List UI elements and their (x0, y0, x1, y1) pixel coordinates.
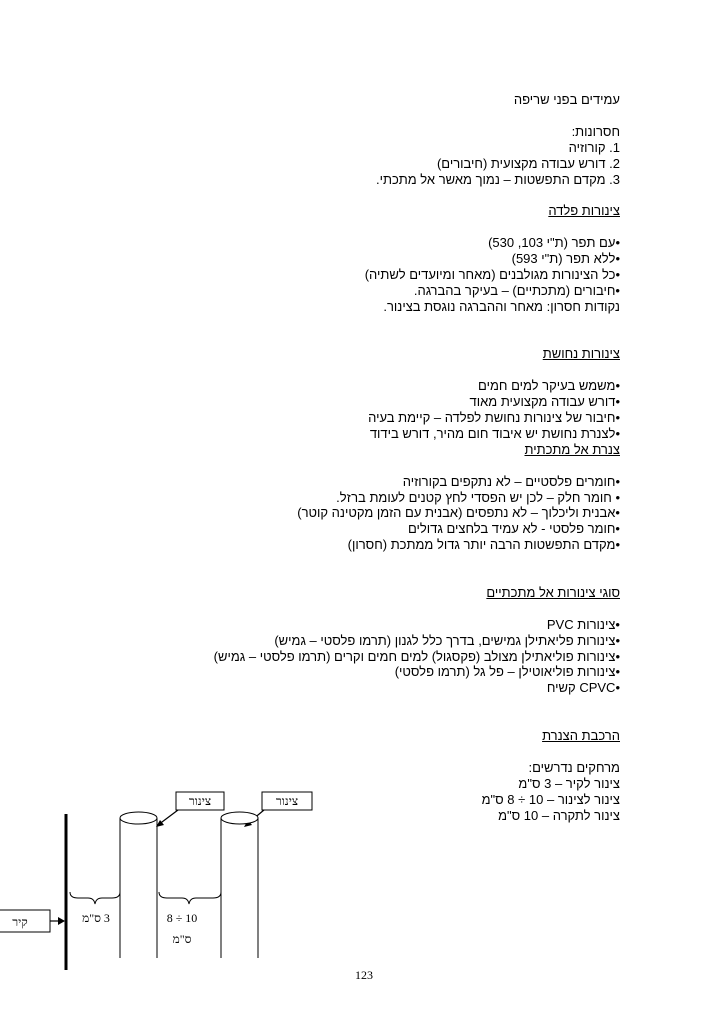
text-line: צינור לקיר – 3 ס"מ (518, 775, 620, 791)
gap-wall-label: 3 ס"מ (82, 911, 110, 925)
text-line: מרחקים נדרשים: (528, 759, 620, 775)
text-line: חסרונות: (571, 123, 620, 139)
text-line: עמידים בפני שריפה (513, 92, 620, 107)
section-heading: צנרת אל מתכתית (524, 441, 620, 457)
text-line: •חומר פלסטי - לא עמיד בלחצים גדולים (407, 521, 620, 537)
text-line: •כל הצינורות מגולבנים (מאחר ומיועדים לשתיה) (364, 266, 620, 282)
text-line: •משמש בעיקר למים חמים (478, 378, 620, 394)
pipe-spacing-diagram (0, 780, 728, 970)
text-line: 3. מקדם התפשטות – נמוך מאשר אל מתכתי. (375, 171, 620, 187)
text-line: •צינורות פליאתילן גמישים, בדרך כלל לגנון (תרמו פלסטי – גמיש) (274, 632, 620, 648)
section-heading: צינורות נחושת (542, 346, 620, 362)
section-heading: הרכבת הצנרת (542, 728, 620, 743)
wall-pointer-arrowhead (58, 917, 65, 925)
text-line: •עם תפר (ת"י 103, 530) (488, 235, 620, 251)
text-line: •חומרים פלסטיים – לא נתקפים בקורוזיה (402, 473, 620, 489)
text-line: נקודות חסרון: מאחר וההברגה נוגסת בצינור. (383, 298, 620, 314)
gap-pipes-label: 8 ÷ 10 (166, 911, 198, 925)
text-line: •צינורות פוליאתילן מצולב (פקסגול) למים חמים וקרים (תרמו פלסטי – גמיש) (213, 648, 620, 664)
text-line: •צינורות PVC (546, 616, 620, 632)
text-line: 1. קורוזיה (568, 139, 620, 155)
text-line: •אבנית וליכלוך – לא נתפסים (אבנית עם הזמן מקטינה קוטר) (297, 505, 620, 521)
pipe-label-2: צינור (275, 794, 299, 808)
text-line: •מקדם התפשטות הרבה יותר גדול ממתכת (חסרון) (347, 537, 620, 553)
pipe-label-1: צינור (188, 794, 212, 808)
text-line: •צינורות פוליאוטילן – פל גל (תרמו פלסטי) (394, 664, 620, 680)
text-line: •דורש עבודה מקצועית מאוד (469, 394, 620, 410)
section-heading: צינורות פלדה (548, 203, 620, 219)
pipe-1-top (120, 812, 157, 824)
text-line: •חיבורים (מתכתיים) – בעיקר בהברגה. (413, 282, 620, 298)
section-heading: סוגי צינורות אל מתכתיים (486, 584, 620, 600)
text-line: צינור לתקרה – 10 ס"מ (498, 807, 620, 823)
brace-wall-to-pipe (70, 892, 120, 904)
text-line: •חיבור של צינורות נחושת לפלדה – קיימת בעיה (368, 410, 620, 425)
text-line: •ללא תפר (ת"י 593) (511, 251, 620, 266)
pipe-2-top (221, 812, 258, 824)
wall-label: קיר (12, 915, 28, 929)
text-line: 2. דורש עבודה מקצועית (חיבורים) (436, 155, 620, 171)
text-line: •לצנרת נחושת יש איבוד חום מהיר, דורש בידוד (369, 425, 620, 441)
page-number: 123 (355, 968, 373, 982)
text-line: צינור לצינור – 10 ÷ 8 ס"מ (481, 791, 620, 807)
text-line: •CPVC קשיח (546, 680, 620, 696)
text-line: • חומר חלק – לכן יש הפסדי לחץ קטנים לעומת ברזל. (336, 489, 620, 505)
brace-pipe-to-pipe (159, 892, 221, 904)
gap-pipes-unit: ס"מ (172, 932, 192, 946)
